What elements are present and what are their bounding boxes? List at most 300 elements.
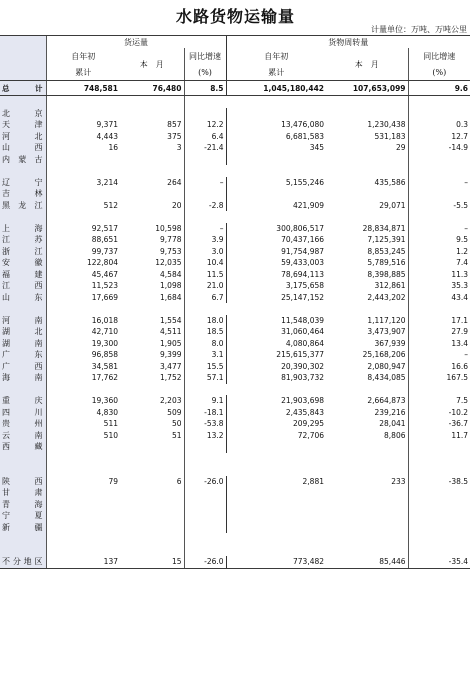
volume-cum-cell — [46, 499, 120, 511]
turnover-yoy-cell — [408, 154, 470, 166]
turnover-cum-cell: 215,615,377 — [226, 349, 326, 361]
region-cell: 海南 — [0, 372, 46, 384]
table-row — [0, 154, 470, 166]
region-cell: 内蒙古 — [0, 154, 46, 166]
volume-month-cell — [120, 154, 184, 166]
region-cell: 西藏 — [0, 441, 46, 453]
region-cell: 河北 — [0, 131, 46, 143]
volume-yoy-cell: 13.2 — [184, 430, 226, 442]
table-row — [0, 499, 470, 511]
region-cell: 天津 — [0, 119, 46, 131]
turnover-cum-cell — [226, 522, 326, 534]
region-cell: 湖南 — [0, 338, 46, 350]
spacer-row — [0, 384, 470, 396]
turnover-month-cell: 435,586 — [374, 177, 406, 187]
region-cell: 不分地区 — [0, 556, 46, 568]
volume-cum-cell: 3,214 — [46, 177, 120, 189]
volume-cum-cell: 19,360 — [46, 395, 120, 407]
volume-cum-cell: 4,443 — [46, 131, 120, 143]
region-cell: 云南 — [0, 430, 46, 442]
empty-cell — [408, 165, 470, 177]
volume-month-cell: 3,477 — [160, 361, 182, 371]
empty-cell — [408, 533, 470, 545]
empty-cell — [120, 545, 184, 557]
volume-cum-cell — [46, 522, 120, 534]
turnover-cum-cell: 81,903,732 — [226, 372, 326, 384]
table-row — [0, 361, 470, 373]
volume-cum-cell: 96,858 — [46, 349, 120, 361]
volume-yoy-cell: -2.8 — [184, 200, 226, 212]
volume-month-cell: 3 — [176, 143, 182, 153]
region-cell: 湖北 — [0, 326, 46, 338]
turnover-yoy-cell: – — [408, 177, 470, 189]
volume-month-header: 本 月 — [120, 48, 184, 81]
volume-month-cell: 509 — [167, 407, 182, 417]
turnover-month-cell: 85,446 — [326, 556, 408, 568]
empty-cell — [408, 464, 470, 476]
volume-yoy-cell: -18.1 — [184, 407, 226, 419]
region-cell — [0, 303, 46, 315]
volume-cum-cell: 99,737 — [46, 246, 120, 258]
volume-yoy-cell: 8.5 — [184, 81, 226, 96]
turnover-cum-cell: 300,806,517 — [226, 223, 326, 235]
table-row — [0, 177, 470, 189]
region-cell — [0, 96, 46, 108]
volume-month-cell: 4,511 — [160, 327, 182, 337]
region-cell — [0, 211, 46, 223]
empty-cell — [226, 464, 326, 476]
volume-month-cell: 857 — [167, 120, 182, 130]
volume-month-cell: 1,098 — [160, 281, 182, 291]
empty-cell — [408, 303, 470, 315]
turnover-cum-cell: 5,155,246 — [226, 177, 326, 189]
region-cell: 新疆 — [0, 522, 46, 534]
turnover-month-cell: 8,398,885 — [367, 269, 406, 279]
table-row — [0, 510, 470, 522]
turnover-yoy-cell: -35.4 — [408, 556, 470, 568]
spacer-row — [0, 545, 470, 557]
volume-cum-cell: 16 — [46, 142, 120, 154]
volume-yoy-cell — [184, 441, 226, 453]
empty-cell — [120, 464, 184, 476]
turnover-cum-cell: 20,390,302 — [226, 361, 326, 373]
volume-cum-cell: 42,710 — [46, 326, 120, 338]
volume-yoy-cell: 21.0 — [184, 280, 226, 292]
turnover-yoy-cell — [408, 441, 470, 453]
volume-cum-cell: 748,581 — [46, 81, 120, 96]
empty-cell — [408, 545, 470, 557]
region-cell: 上海 — [0, 223, 46, 235]
turnover-month-cell: 107,653,099 — [326, 81, 408, 96]
volume-yoy-cell: 57.1 — [184, 372, 226, 384]
volume-cum-cell: 512 — [46, 200, 120, 212]
region-cell: 安徽 — [0, 257, 46, 269]
spacer-row — [0, 96, 470, 108]
region-cell: 辽宁 — [0, 177, 46, 189]
empty-cell — [326, 165, 408, 177]
volume-yoy-cell — [184, 522, 226, 534]
turnover-cum-cell — [226, 510, 326, 522]
volume-month-cell: 9,778 — [160, 235, 182, 245]
empty-cell — [46, 545, 120, 557]
turnover-month-cell — [326, 154, 408, 166]
volume-cum-cell: 510 — [46, 430, 120, 442]
turnover-cum-cell: 2,435,843 — [226, 407, 326, 419]
table-row — [0, 142, 470, 154]
turnover-yoy-cell: -36.7 — [408, 418, 470, 430]
page-title: 水路货物运输量 — [175, 7, 295, 26]
unit-note: 计量单位：万吨、万吨公里 — [371, 25, 467, 34]
turnover-cum-cell: 345 — [226, 142, 326, 154]
table-row — [0, 246, 470, 258]
table-row — [0, 476, 470, 488]
turnover-cum-cell — [226, 441, 326, 453]
turnover-yoy-cell: 7.4 — [408, 257, 470, 269]
volume-cum-cell — [46, 487, 120, 499]
volume-month-cell — [120, 499, 184, 511]
volume-month-cell: 51 — [171, 430, 182, 440]
turnover-cum-cell: 3,175,658 — [226, 280, 326, 292]
total-row — [0, 81, 470, 96]
empty-cell — [226, 453, 326, 465]
turnover-cum-cell: 72,706 — [226, 430, 326, 442]
table-row — [0, 257, 470, 269]
turnover-yoy-cell: 7.5 — [408, 395, 470, 407]
volume-yoy-cell: 3.0 — [184, 246, 226, 258]
table-row — [0, 269, 470, 281]
region-cell — [0, 464, 46, 476]
spacer-row — [0, 211, 470, 223]
empty-cell — [226, 211, 326, 223]
volume-cum-cell: 88,651 — [46, 234, 120, 246]
empty-cell — [46, 96, 120, 108]
table-row — [0, 200, 470, 212]
region-cell — [0, 453, 46, 465]
volume-yoy-cell — [184, 487, 226, 499]
turnover-yoy-cell: – — [408, 223, 470, 235]
turnover-cum-cell: 25,147,152 — [226, 292, 326, 304]
turnover-month-cell: 7,125,391 — [367, 235, 406, 245]
turnover-cum-cell: 13,476,080 — [226, 119, 326, 131]
region-cell — [0, 384, 46, 396]
volume-yoy-cell: -26.0 — [184, 556, 226, 568]
region-cell: 北京 — [0, 108, 46, 120]
volume-month-cell: 1,684 — [160, 292, 182, 302]
empty-cell — [120, 384, 184, 396]
volume-month-cell: 1,752 — [160, 373, 182, 383]
table-row — [0, 338, 470, 350]
turnover-cum-cell: 6,681,583 — [226, 131, 326, 143]
turnover-month-cell: 239,216 — [374, 407, 406, 417]
empty-cell — [408, 453, 470, 465]
turnover-yoy-cell: 9.5 — [408, 234, 470, 246]
turnover-month-cell: 1,117,120 — [367, 315, 406, 325]
turnover-yoy-cell: 1.2 — [408, 246, 470, 258]
turnover-cum-cell: 11,548,039 — [226, 315, 326, 327]
turnover-month-cell — [326, 108, 408, 120]
volume-cum-cell — [46, 108, 120, 120]
empty-cell — [326, 545, 408, 557]
volume-yoy-cell: – — [184, 223, 226, 235]
table-row — [0, 108, 470, 120]
region-cell: 陕西 — [0, 476, 46, 488]
empty-cell — [120, 303, 184, 315]
turnover-cum-cell: 78,694,113 — [226, 269, 326, 281]
volume-yoy-cell — [184, 510, 226, 522]
volume-yoy-cell: 15.5 — [184, 361, 226, 373]
region-cell: 广西 — [0, 361, 46, 373]
empty-cell — [408, 96, 470, 108]
empty-cell — [408, 211, 470, 223]
region-cell: 黑龙江 — [0, 200, 46, 212]
turnover-month-header: 本 月 — [326, 48, 408, 81]
volume-cum-cell — [46, 188, 120, 200]
turnover-cum-cell — [226, 108, 326, 120]
region-cell: 山东 — [0, 292, 46, 304]
empty-cell — [326, 303, 408, 315]
turnover-cum-cell: 773,482 — [226, 556, 326, 568]
region-cell: 总计 — [0, 81, 46, 96]
table-row — [0, 326, 470, 338]
volume-yoy-cell: 6.4 — [184, 131, 226, 143]
turnover-month-cell — [326, 510, 408, 522]
turnover-cum-cell: 209,295 — [226, 418, 326, 430]
turnover-month-cell: 2,443,202 — [367, 292, 406, 302]
volume-month-cell — [120, 510, 184, 522]
table-row — [0, 223, 470, 235]
volume-yoy-cell: 9.1 — [184, 395, 226, 407]
volume-yoy-cell — [184, 108, 226, 120]
empty-cell — [326, 211, 408, 223]
empty-cell — [46, 384, 120, 396]
volume-month-cell: 15 — [120, 556, 184, 568]
turnover-yoy-cell: 11.3 — [408, 269, 470, 281]
region-cell: 重庆 — [0, 395, 46, 407]
turnover-month-cell: 531,183 — [374, 131, 406, 141]
empty-cell — [46, 533, 120, 545]
volume-cum-cell: 45,467 — [46, 269, 120, 281]
volume-yoy-cell — [184, 499, 226, 511]
turnover-cum-cell — [226, 154, 326, 166]
empty-cell — [226, 545, 326, 557]
turnover-cum-cell: 421,909 — [226, 200, 326, 212]
turnover-cum-cell: 59,433,003 — [226, 257, 326, 269]
volume-month-cell: 4,584 — [160, 269, 182, 279]
turnover-month-cell: 367,939 — [374, 338, 406, 348]
region-cell: 甘肃 — [0, 487, 46, 499]
region-cell: 江苏 — [0, 234, 46, 246]
turnover-cum-header-2: 累计 — [226, 64, 326, 81]
volume-yoy-header-2: (%) — [184, 64, 226, 81]
empty-cell — [326, 96, 408, 108]
spacer-row — [0, 533, 470, 545]
turnover-yoy-cell: -5.5 — [408, 200, 470, 212]
empty-cell — [326, 533, 408, 545]
empty-cell — [120, 453, 184, 465]
empty-cell — [226, 303, 326, 315]
region-cell — [0, 533, 46, 545]
empty-cell — [184, 303, 226, 315]
empty-cell — [326, 453, 408, 465]
turnover-yoy-cell: 11.7 — [408, 430, 470, 442]
turnover-month-cell: 8,853,245 — [367, 246, 406, 256]
region-cell: 浙江 — [0, 246, 46, 258]
empty-cell — [184, 165, 226, 177]
empty-cell — [46, 211, 120, 223]
turnover-group-header: 货物周转量 — [226, 36, 470, 49]
volume-cum-cell: 92,517 — [46, 223, 120, 235]
turnover-yoy-header-1: 同比增速 — [408, 48, 470, 64]
turnover-yoy-cell: 0.3 — [408, 119, 470, 131]
empty-cell — [226, 165, 326, 177]
spacer-row — [0, 464, 470, 476]
volume-month-cell: 2,203 — [160, 396, 182, 406]
empty-cell — [184, 533, 226, 545]
region-cell: 宁夏 — [0, 510, 46, 522]
volume-yoy-cell: 6.7 — [184, 292, 226, 304]
turnover-yoy-cell: 167.5 — [408, 372, 470, 384]
volume-group-header: 货运量 — [46, 36, 226, 49]
table-row — [0, 292, 470, 304]
table-row — [0, 280, 470, 292]
table-row — [0, 315, 470, 327]
turnover-yoy-cell — [408, 522, 470, 534]
turnover-month-cell: 5,789,516 — [367, 258, 406, 268]
turnover-yoy-cell: 17.1 — [408, 315, 470, 327]
turnover-yoy-cell: 16.6 — [408, 361, 470, 373]
table-row — [0, 234, 470, 246]
turnover-month-cell — [326, 522, 408, 534]
empty-cell — [120, 533, 184, 545]
turnover-yoy-cell: 9.6 — [408, 81, 470, 96]
volume-month-cell: 264 — [167, 177, 182, 187]
volume-cum-cell: 9,371 — [46, 119, 120, 131]
table-row — [0, 188, 470, 200]
volume-month-cell: 1,905 — [160, 338, 182, 348]
waterway-freight-table — [0, 35, 470, 569]
volume-month-cell: 20 — [171, 200, 182, 210]
table-row — [0, 441, 470, 453]
table-row — [0, 487, 470, 499]
volume-cum-cell: 34,581 — [46, 361, 120, 373]
region-cell: 广东 — [0, 349, 46, 361]
empty-cell — [46, 303, 120, 315]
volume-yoy-cell: 10.4 — [184, 257, 226, 269]
volume-month-cell: 9,399 — [160, 350, 182, 360]
turnover-month-cell — [326, 441, 408, 453]
turnover-yoy-cell — [408, 510, 470, 522]
volume-month-cell: 9,753 — [160, 246, 182, 256]
turnover-yoy-cell: -38.5 — [408, 476, 470, 488]
volume-yoy-cell: -26.0 — [184, 476, 226, 488]
volume-yoy-cell: 3.9 — [184, 234, 226, 246]
volume-yoy-cell: 12.2 — [184, 119, 226, 131]
volume-cum-header-1: 自年初 — [46, 48, 120, 64]
turnover-month-cell: 8,806 — [384, 430, 406, 440]
empty-cell — [46, 165, 120, 177]
turnover-month-cell: 28,834,871 — [362, 223, 406, 233]
volume-yoy-cell: 11.5 — [184, 269, 226, 281]
volume-month-cell: 6 — [176, 476, 182, 486]
turnover-yoy-cell: 35.3 — [408, 280, 470, 292]
volume-cum-cell — [46, 154, 120, 166]
region-cell — [0, 545, 46, 557]
empty-cell — [326, 384, 408, 396]
volume-cum-cell: 122,804 — [46, 257, 120, 269]
turnover-cum-cell: 21,903,698 — [226, 395, 326, 407]
volume-cum-cell: 16,018 — [46, 315, 120, 327]
empty-cell — [184, 96, 226, 108]
empty-cell — [226, 384, 326, 396]
volume-yoy-cell — [184, 154, 226, 166]
volume-yoy-cell: 18.0 — [184, 315, 226, 327]
empty-cell — [408, 384, 470, 396]
volume-cum-cell: 4,830 — [46, 407, 120, 419]
turnover-yoy-cell: 27.9 — [408, 326, 470, 338]
turnover-month-cell: 233 — [391, 476, 406, 486]
turnover-cum-cell: 4,080,864 — [226, 338, 326, 350]
volume-cum-header-2: 累计 — [46, 64, 120, 81]
turnover-yoy-header-2: (%) — [408, 64, 470, 81]
turnover-month-cell: 2,664,873 — [367, 396, 406, 406]
volume-cum-cell: 17,762 — [46, 372, 120, 384]
turnover-yoy-cell: -14.9 — [408, 142, 470, 154]
volume-cum-cell: 79 — [46, 476, 120, 488]
turnover-cum-cell: 2,881 — [226, 476, 326, 488]
spacer-row — [0, 453, 470, 465]
empty-cell — [184, 211, 226, 223]
volume-month-cell — [120, 108, 184, 120]
volume-yoy-cell: – — [184, 177, 226, 189]
turnover-month-cell: 29 — [395, 143, 406, 153]
turnover-month-cell: 28,041 — [379, 419, 406, 429]
volume-month-cell — [120, 441, 184, 453]
region-cell: 江西 — [0, 280, 46, 292]
turnover-month-cell: 25,168,206 — [362, 350, 406, 360]
region-cell — [0, 165, 46, 177]
turnover-yoy-cell: 43.4 — [408, 292, 470, 304]
turnover-cum-cell: 70,437,166 — [226, 234, 326, 246]
empty-cell — [46, 453, 120, 465]
volume-cum-cell: 511 — [46, 418, 120, 430]
region-header — [0, 36, 46, 81]
table-row — [0, 556, 470, 568]
table-row — [0, 418, 470, 430]
turnover-yoy-cell: 12.7 — [408, 131, 470, 143]
region-cell: 河南 — [0, 315, 46, 327]
turnover-cum-header-1: 自年初 — [226, 48, 326, 64]
empty-cell — [326, 464, 408, 476]
spacer-row — [0, 165, 470, 177]
turnover-cum-cell: 1,045,180,442 — [226, 81, 326, 96]
volume-cum-cell: 11,523 — [46, 280, 120, 292]
volume-month-cell — [120, 522, 184, 534]
volume-yoy-cell: -21.4 — [184, 142, 226, 154]
region-cell: 福建 — [0, 269, 46, 281]
empty-cell — [120, 211, 184, 223]
volume-month-cell: 76,480 — [120, 81, 184, 96]
spacer-row — [0, 303, 470, 315]
turnover-month-cell — [326, 188, 408, 200]
empty-cell — [120, 165, 184, 177]
volume-month-cell: 50 — [171, 419, 182, 429]
turnover-cum-cell: 31,060,464 — [226, 326, 326, 338]
table-row — [0, 372, 470, 384]
table-row — [0, 349, 470, 361]
turnover-month-cell — [326, 487, 408, 499]
table-row — [0, 119, 470, 131]
turnover-yoy-cell: 13.4 — [408, 338, 470, 350]
